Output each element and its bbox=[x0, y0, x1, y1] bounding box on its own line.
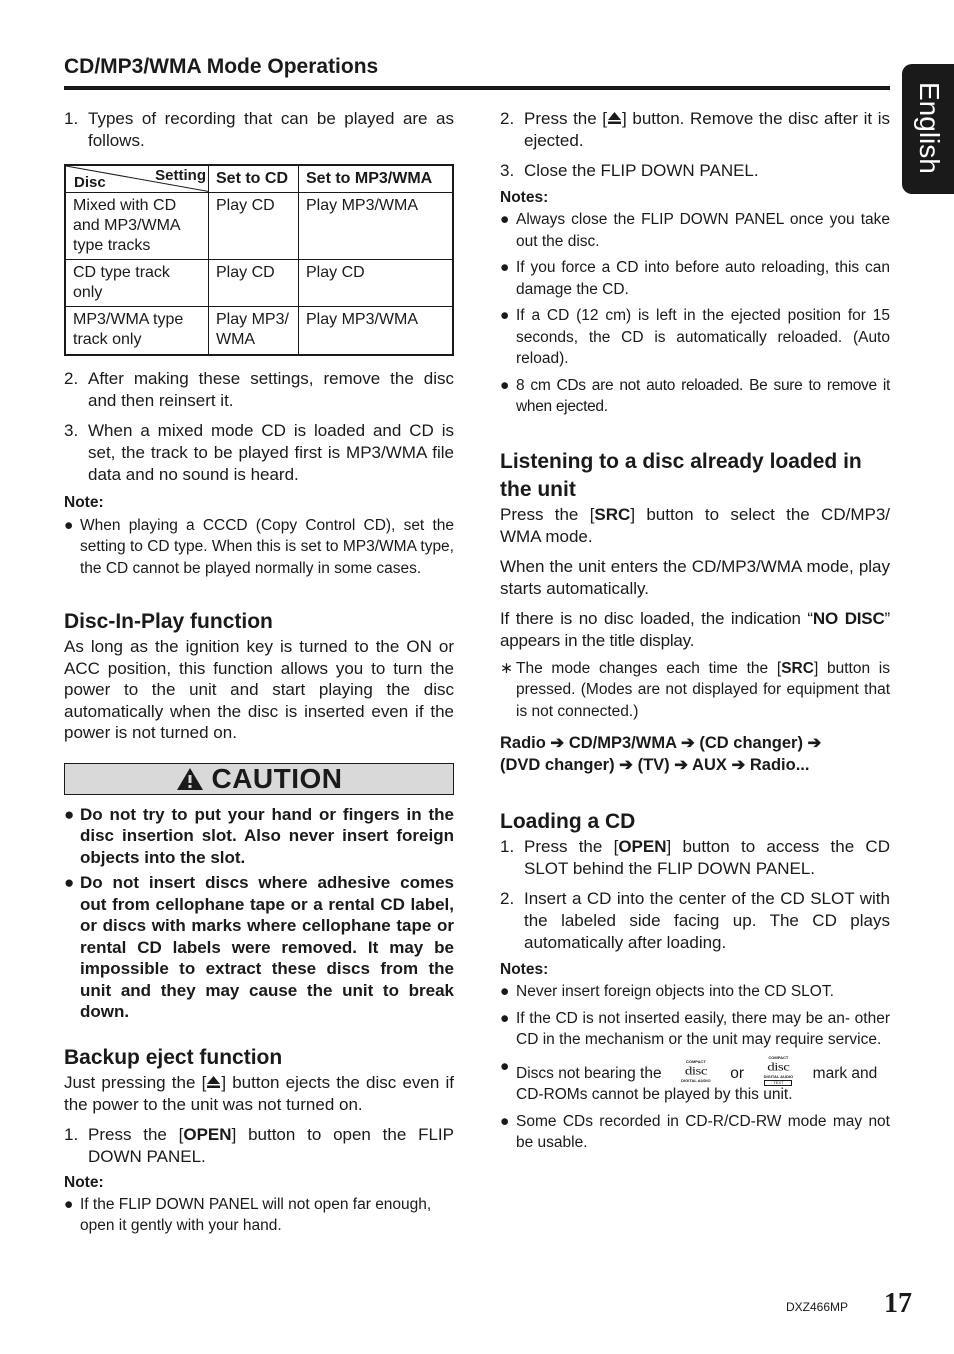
text-fragment: ] button to open the FLIP DOWN PANEL. bbox=[88, 1124, 454, 1166]
note-text bbox=[516, 658, 890, 723]
table-row bbox=[65, 307, 453, 355]
loading-heading: Loading a CD bbox=[500, 810, 636, 833]
note-item bbox=[64, 1194, 454, 1237]
sequence-line: Radio ➔ CD/MP3/WMA ➔ (CD changer) ➔ bbox=[500, 734, 822, 752]
logo-text: disc bbox=[684, 1064, 707, 1077]
item-text: Types of recording that can be played are as follows. bbox=[88, 109, 454, 150]
table-header-row bbox=[65, 165, 453, 193]
table-cell: Play CD bbox=[209, 260, 299, 307]
item-text: When a mixed mode CD is loaded and CD is set, the track to be played first is MP3/WMA file data and no sound is heard. bbox=[88, 420, 454, 484]
open-key-label: OPEN bbox=[618, 837, 667, 856]
item-number: 1. bbox=[500, 837, 515, 856]
table-row bbox=[65, 260, 453, 307]
src-key-label: SRC bbox=[594, 504, 631, 524]
text-fragment: Press the [ bbox=[524, 837, 619, 856]
table-cell: Play MP3/ WMA bbox=[209, 307, 299, 355]
text-fragment: ] button to access the CD SLOT behind the FLIP DOWN PANEL. bbox=[524, 837, 890, 878]
item-text: After making these settings, remove the disc and then reinsert it. bbox=[88, 368, 454, 410]
compact-disc-text-logo bbox=[756, 1056, 800, 1084]
language-tab bbox=[902, 64, 954, 194]
logo-text: COMPACT bbox=[685, 1058, 706, 1064]
text-fragment: The mode changes each time the [ bbox=[516, 659, 782, 677]
table-cell: CD type track only bbox=[65, 260, 209, 307]
left-column bbox=[64, 108, 454, 1237]
text-fragment: Just pressing the [ bbox=[64, 1072, 207, 1092]
table-cell: Play CD bbox=[209, 193, 299, 260]
item-text: Insert a CD into the center of the CD SLOT with the labeled side facing up. The CD plays automatically after loading. bbox=[524, 889, 890, 952]
page-number: 17 bbox=[884, 1288, 912, 1319]
note-label: Note: bbox=[64, 493, 104, 511]
item-number: 2. bbox=[500, 109, 515, 128]
caution-item bbox=[64, 804, 454, 869]
notes-label: Notes: bbox=[500, 189, 549, 206]
table-cell: Play MP3/WMA bbox=[299, 307, 454, 355]
disc-in-play-heading: Disc-In-Play function bbox=[64, 610, 273, 633]
backup-eject-heading: Backup eject function bbox=[64, 1045, 283, 1069]
text-fragment: Discs not bearing the bbox=[516, 1064, 662, 1082]
text-fragment: or bbox=[730, 1064, 745, 1082]
backup-eject-text bbox=[64, 1072, 454, 1116]
note-item bbox=[500, 1111, 890, 1154]
logo-text: TEXT bbox=[764, 1080, 792, 1086]
compact-disc-logo bbox=[674, 1060, 718, 1082]
open-panel-step bbox=[64, 1124, 454, 1168]
col-header-set-to-mp3: Set to MP3/WMA bbox=[299, 165, 454, 193]
loading-step bbox=[500, 836, 890, 880]
bullet-dot: ● bbox=[64, 516, 74, 534]
src-key-label: SRC bbox=[781, 659, 814, 677]
warning-triangle-icon bbox=[175, 766, 205, 792]
eject-icon bbox=[607, 111, 622, 125]
bullet-dot: ● bbox=[500, 983, 510, 1000]
note-text: If the FLIP DOWN PANEL will not open far enough, open it gently with your hand. bbox=[80, 1195, 432, 1234]
caution-text: Do not try to put your hand or fingers in the disc insertion slot. Also never insert foreign objects into the slot. bbox=[80, 804, 454, 867]
logo-text: disc bbox=[767, 1060, 790, 1073]
right-column bbox=[500, 108, 890, 1154]
table-cell: Play MP3/WMA bbox=[299, 193, 454, 260]
item-number: 3. bbox=[64, 420, 79, 440]
text-fragment: Press the [ bbox=[88, 1124, 184, 1144]
caution-title: CAUTION bbox=[211, 762, 343, 794]
sequence-line: (DVD changer) ➔ (TV) ➔ AUX ➔ Radio... bbox=[500, 756, 810, 774]
corner-setting-label: Setting bbox=[155, 167, 206, 184]
header-rule bbox=[64, 86, 890, 90]
logo-text: DIGITAL AUDIO bbox=[763, 1073, 794, 1079]
table-cell: MP3/WMA type track only bbox=[65, 307, 209, 355]
text-fragment: Press the [ bbox=[524, 109, 608, 128]
item-number: 2. bbox=[500, 889, 515, 908]
note-item bbox=[500, 257, 890, 300]
no-disc-text bbox=[500, 608, 890, 652]
note-text: When playing a CCCD (Copy Control CD), set the setting to CD type. When this is set to MP3/WMA type, the CD cannot be played normally in some cases. bbox=[80, 516, 454, 577]
item-text bbox=[524, 108, 890, 152]
item-number: 2. bbox=[64, 368, 79, 388]
item-text bbox=[524, 836, 890, 880]
notes-label: Notes: bbox=[500, 961, 549, 978]
text-fragment: ” appears in the title display. bbox=[500, 608, 890, 650]
no-disc-label: NO DISC bbox=[812, 608, 885, 628]
note-text: Always close the FLIP DOWN PANEL once you take out the disc. bbox=[516, 211, 890, 250]
note-text: Never insert foreign objects into the CD SLOT. bbox=[516, 983, 834, 1000]
bullet-dot: ● bbox=[500, 307, 510, 324]
mode-change-note bbox=[500, 658, 890, 723]
language-label: English bbox=[914, 82, 945, 174]
open-key-label: OPEN bbox=[183, 1124, 232, 1144]
table-row bbox=[65, 193, 453, 260]
text-fragment: ] button is pressed. (Modes are not displayed for equipment that is not connected.) bbox=[516, 659, 890, 720]
note-label: Note: bbox=[64, 1173, 104, 1191]
logo-text: DIGITAL AUDIO bbox=[681, 1077, 711, 1083]
item-text bbox=[88, 1124, 454, 1168]
note-item bbox=[500, 305, 890, 370]
note-text bbox=[516, 1056, 890, 1106]
loading-step bbox=[500, 888, 890, 954]
text-fragment: mark and CD-ROMs cannot be played by this unit. bbox=[516, 1064, 878, 1103]
note-item bbox=[500, 375, 890, 418]
text-fragment: ] button to select the CD/MP3/ WMA mode. bbox=[500, 504, 890, 546]
item-number: 1. bbox=[64, 109, 79, 128]
section-title: CD/MP3/WMA Mode Operations bbox=[64, 55, 379, 78]
logo-text: COMPACT bbox=[768, 1054, 789, 1060]
eject-step bbox=[500, 108, 890, 152]
bullet-dot: ● bbox=[64, 873, 75, 892]
item-number: 1. bbox=[64, 1124, 79, 1144]
bullet-dot: ● bbox=[500, 376, 510, 394]
bullet-dot: ● bbox=[500, 1009, 510, 1027]
listening-text bbox=[500, 504, 890, 548]
eject-icon bbox=[206, 1075, 221, 1089]
bullet-dot: ● bbox=[64, 804, 75, 824]
bullet-dot: ● bbox=[500, 1112, 510, 1130]
item-text: Close the FLIP DOWN PANEL. bbox=[524, 161, 759, 180]
mixed-mode-item bbox=[64, 420, 454, 486]
text-fragment: ] button ejects the disc even if the power to the unit was not turned on. bbox=[64, 1072, 454, 1114]
bullet-dot: ● bbox=[500, 259, 510, 276]
item-number: 3. bbox=[500, 161, 515, 180]
note-item bbox=[500, 981, 890, 1003]
reinsert-item bbox=[64, 368, 454, 412]
recording-table bbox=[64, 164, 454, 356]
note-text: 8 cm CDs are not auto reloaded. Be sure to remove it when ejected. bbox=[516, 376, 890, 415]
close-panel-step bbox=[500, 160, 890, 182]
note-item bbox=[64, 515, 454, 580]
asterisk-mark: ∗ bbox=[500, 659, 513, 677]
model-number: DXZ466MP bbox=[786, 1300, 849, 1314]
bullet-dot: ● bbox=[500, 1057, 510, 1075]
col-header-set-to-cd: Set to CD bbox=[209, 165, 299, 193]
listening-text: When the unit enters the CD/MP3/WMA mode, play starts automatically. bbox=[500, 556, 890, 598]
text-fragment: Press the [ bbox=[500, 504, 595, 524]
table-corner-cell bbox=[65, 165, 209, 193]
text-fragment: ] button. Remove the disc after it is ejected. bbox=[524, 109, 891, 150]
caution-banner bbox=[64, 763, 454, 795]
note-item bbox=[500, 1056, 890, 1106]
text-fragment: If there is no disc loaded, the indication “ bbox=[500, 608, 813, 628]
bullet-dot: ● bbox=[500, 211, 510, 228]
mode-sequence bbox=[500, 732, 890, 776]
note-text: If you force a CD into before auto reloading, this can damage the CD. bbox=[516, 259, 890, 298]
disc-in-play-text: As long as the ignition key is turned to the ON or ACC position, this function allows you to turn the power to the unit and start playing the disc automatically when the disc is inserted even if the power is not turned on. bbox=[64, 637, 454, 742]
note-text: If the CD is not inserted easily, there may be an- other CD in the mechanism or the unit may require service. bbox=[516, 1009, 890, 1048]
note-item bbox=[500, 1008, 890, 1051]
table-cell: Mixed with CD and MP3/WMA type tracks bbox=[65, 193, 209, 260]
note-text: Some CDs recorded in CD-R/CD-RW mode may not be usable. bbox=[516, 1112, 890, 1151]
bullet-dot: ● bbox=[64, 1195, 74, 1213]
recording-types-item bbox=[64, 108, 454, 152]
note-text: If a CD (12 cm) is left in the ejected position for 15 seconds, the CD is automatically reloaded. (Auto reload). bbox=[516, 307, 890, 367]
caution-text: Do not insert discs where adhesive comes out from cellophane tape or a rental CD label, or discs with marks where cellophane tape or rental CD labels were removed. It may be impossible to extract these discs from the unit and they may cause the unit to break down. bbox=[80, 873, 454, 1021]
table-cell: Play CD bbox=[299, 260, 454, 307]
note-item bbox=[500, 209, 890, 252]
listening-heading: Listening to a disc already loaded in the unit bbox=[500, 449, 862, 501]
caution-item bbox=[64, 872, 454, 1023]
corner-disc-label: Disc bbox=[74, 174, 106, 191]
